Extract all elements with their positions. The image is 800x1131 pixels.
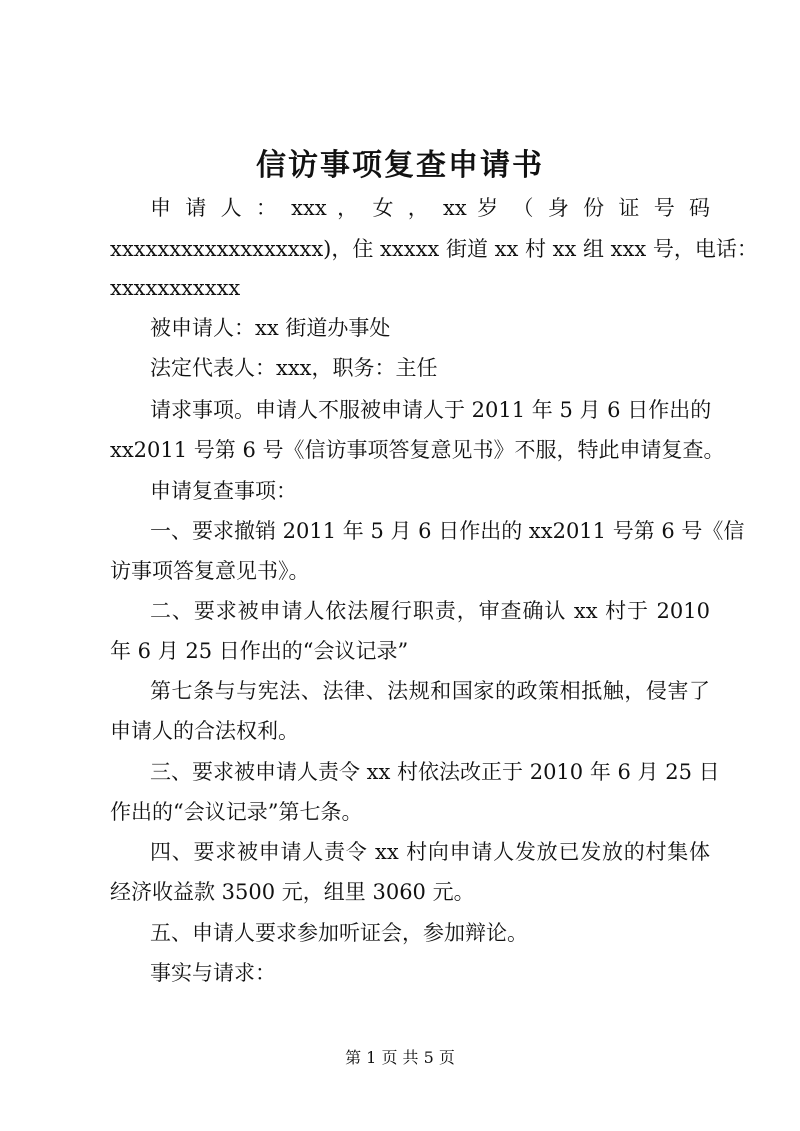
review-items-heading: 申请复查事项： xyxy=(150,479,297,503)
item-4-line-1: 四、要求被申请人责令 xx 村向申请人发放已发放的村集体 xyxy=(150,840,710,864)
applicant-line-2: xxxxxxxxxxxxxxxxxx)，住 xxxxx 街道 xx 村 xx 组 xxx 号，电话： xyxy=(110,237,758,261)
document-title: 信访事项复查申请书 xyxy=(256,148,544,183)
page-footer: 第 1 页 共 5 页 xyxy=(345,1048,455,1067)
item-2-line-2: 年 6 月 25 日作出的“会议记录” xyxy=(110,639,409,663)
item-3-line-1: 三、要求被申请人责令 xx 村依法改正于 2010 年 6 月 25 日 xyxy=(150,760,720,784)
applicant-line-3: xxxxxxxxxxx xyxy=(110,276,241,300)
item-2-line-3: 第七条与与宪法、法律、法规和国家的政策相抵触，侵害了 xyxy=(150,679,710,703)
legal-rep-line: 法定代表人：xxx，职务：主任 xyxy=(150,356,438,380)
item-2-line-1: 二、要求被申请人依法履行职责，审查确认 xx 村于 2010 xyxy=(150,599,710,623)
item-5-line: 五、申请人要求参加听证会，参加辩论。 xyxy=(150,921,528,945)
item-1-line-2: 访事项答复意见书》。 xyxy=(110,559,310,583)
item-1-line-1: 一、要求撤销 2011 年 5 月 6 日作出的 xx2011 号第 6 号《信 xyxy=(150,519,745,543)
respondent-line: 被申请人：xx 街道办事处 xyxy=(150,316,391,340)
item-3-line-2: 作出的“会议记录”第七条。 xyxy=(110,800,363,824)
facts-heading: 事实与请求： xyxy=(150,961,276,985)
item-4-line-2: 经济收益款 3500 元，组里 3060 元。 xyxy=(110,880,475,904)
request-line-2: xx2011 号第 6 号《信访事项答复意见书》不服，特此申请复查。 xyxy=(110,438,725,462)
item-2-line-4: 申请人的合法权利。 xyxy=(110,719,299,743)
applicant-line-1: 申 请 人 ： xxx ， 女 ， xx 岁 （ 身 份 证 号 码 xyxy=(150,196,710,220)
request-line-1: 请求事项。申请人不服被申请人于 2011 年 5 月 6 日作出的 xyxy=(150,398,712,422)
